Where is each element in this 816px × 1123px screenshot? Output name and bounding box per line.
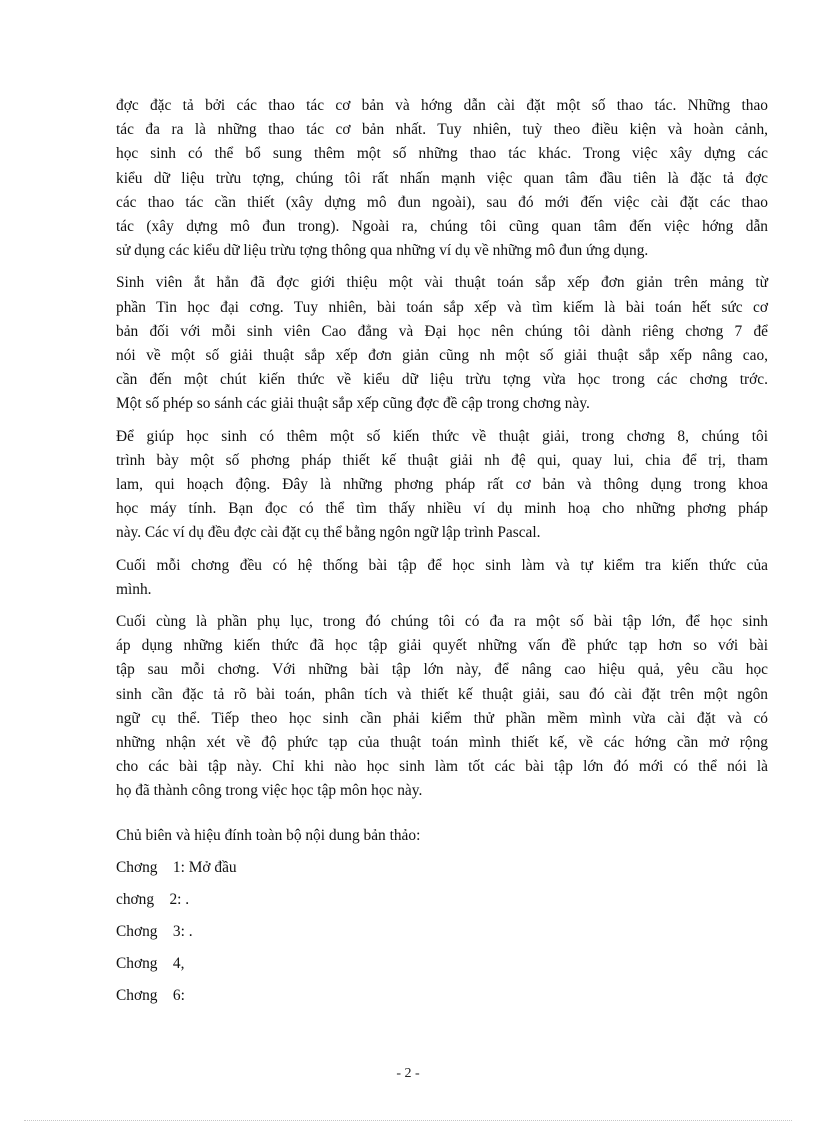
text-line: họ đã thành công trong việc học tập môn học này. — [116, 782, 423, 800]
chapter-credit: Chơng 3: . — [116, 923, 193, 940]
credits-section — [116, 824, 716, 1016]
paragraph-3 — [116, 425, 768, 546]
text-line: nói về một số giải thuật sắp xếp đơn giản cũng nh một số giải thuật sắp xếp nâng cao, — [116, 347, 768, 365]
credits-heading: Chủ biên và hiệu đính toàn bộ nội dung bản thảo: — [116, 827, 421, 844]
text-line: học sinh có thể bổ sung thêm một số những thao tác khác. Trong việc xây dựng các — [116, 145, 768, 163]
text-line: này. Các ví dụ đều đợc cài đặt cụ thể bằng ngôn ngữ lập trình Pascal. — [116, 524, 541, 542]
text-line: kiểu dữ liệu trừu tợng, chúng tôi rất nhấn mạnh việc quan tâm đầu tiên là đặc tả đợc — [116, 169, 768, 187]
paragraph-4 — [116, 554, 768, 602]
paragraph-1 — [116, 94, 768, 263]
text-line: tác (xây dựng mô đun trong). Ngoài ra, chúng tôi cũng quan tâm đến việc hớng dẫn — [116, 218, 768, 236]
text-line: trình bày một số phơng pháp thiết kế thuật giải nh đệ qui, quay lui, chia để trị, tham — [116, 451, 768, 469]
text-line: đợc đặc tả bởi các thao tác cơ bản và hớng dẫn cài đặt một số thao tác. Những thao — [116, 97, 768, 114]
text-line: tập sau mỗi chơng. Với những bài tập lớn này, để nâng cao hiệu quả, yêu cầu học — [116, 661, 768, 679]
document-body — [116, 94, 768, 812]
paragraph-2 — [116, 271, 768, 416]
text-line: mình. — [116, 580, 152, 598]
text-line: Cuối cùng là phần phụ lục, trong đó chúng tôi có đa ra một số bài tập lớn, để học sinh — [116, 613, 768, 631]
text-line: học máy tính. Bạn đọc có thể tìm thấy nhiều ví dụ minh hoạ cho những phơng pháp — [116, 500, 768, 518]
paragraph-5 — [116, 610, 768, 804]
text-line: ngữ cụ thể. Tiếp theo học sinh cần phải kiểm thử phần mềm mình vừa cài đặt và có — [116, 709, 768, 727]
page-bottom-border — [24, 1120, 792, 1121]
chapter-credit: chơng 2: . — [116, 891, 190, 908]
text-line: tác đa ra là những thao tác cơ bản nhất. Tuy nhiên, tuỳ theo điều kiện và hoàn cảnh, — [116, 121, 768, 139]
text-line: các thao tác cần thiết (xây dựng mô đun ngoài), sau đó mới đến việc cài đặt các thao — [116, 193, 768, 211]
text-line: Một số phép so sánh các giải thuật sắp xếp cũng đợc đề cập trong chơng này. — [116, 395, 590, 413]
text-line: cần đến một chút kiến thức về kiểu dữ liệu trừu tợng vừa học trong các chơng trớc. — [116, 371, 768, 389]
text-line: những nhận xét về độ phức tạp của thuật toán mình thiết kế, về các hớng cần mở rộng — [116, 734, 768, 752]
text-line: áp dụng những kiến thức đã học tập giải quyết những vấn đề phức tạp hơn so với bài — [116, 637, 768, 655]
page-number: - 2 - — [396, 1066, 420, 1081]
text-line: sử dụng các kiểu dữ liệu trừu tợng thông qua những ví dụ về những mô đun ứng dụng. — [116, 242, 649, 260]
text-line: Để giúp học sinh có thêm một số kiến thức về thuật giải, trong chơng 8, chúng tôi — [116, 427, 768, 445]
text-line: cho các bài tập này. Chỉ khi nào học sinh làm tốt các bài tập lớn đó mới có thể nói là — [116, 758, 768, 776]
text-line: bản đối với mỗi sinh viên Cao đẳng và Đại học nên chúng tôi dành riêng chơng 7 để — [116, 322, 768, 340]
text-line: Sinh viên ắt hẳn đã đợc giới thiệu một vài thuật toán sắp xếp đơn giản trên mảng từ — [116, 274, 768, 292]
text-line: sinh cần đặc tả rõ bài toán, phân tích và thiết kế thuật giải, sau đó cài đặt trên một ngôn — [116, 685, 768, 703]
text-line: lam, qui hoạch động. Đây là những phơng pháp rất cơ bản và thông dụng trong khoa — [116, 476, 768, 494]
text-line: phần Tin học đại cơng. Tuy nhiên, bài toán sắp xếp và tìm kiếm là bài toán hết sức cơ — [116, 298, 768, 316]
chapter-credit: Chơng 4, — [116, 955, 185, 972]
chapter-credit: Chơng 1: Mở đầu — [116, 859, 237, 876]
chapter-credit: Chơng 6: — [116, 987, 185, 1004]
text-line: Cuối mỗi chơng đều có hệ thống bài tập để học sinh làm và tự kiểm tra kiến thức của — [116, 556, 768, 574]
